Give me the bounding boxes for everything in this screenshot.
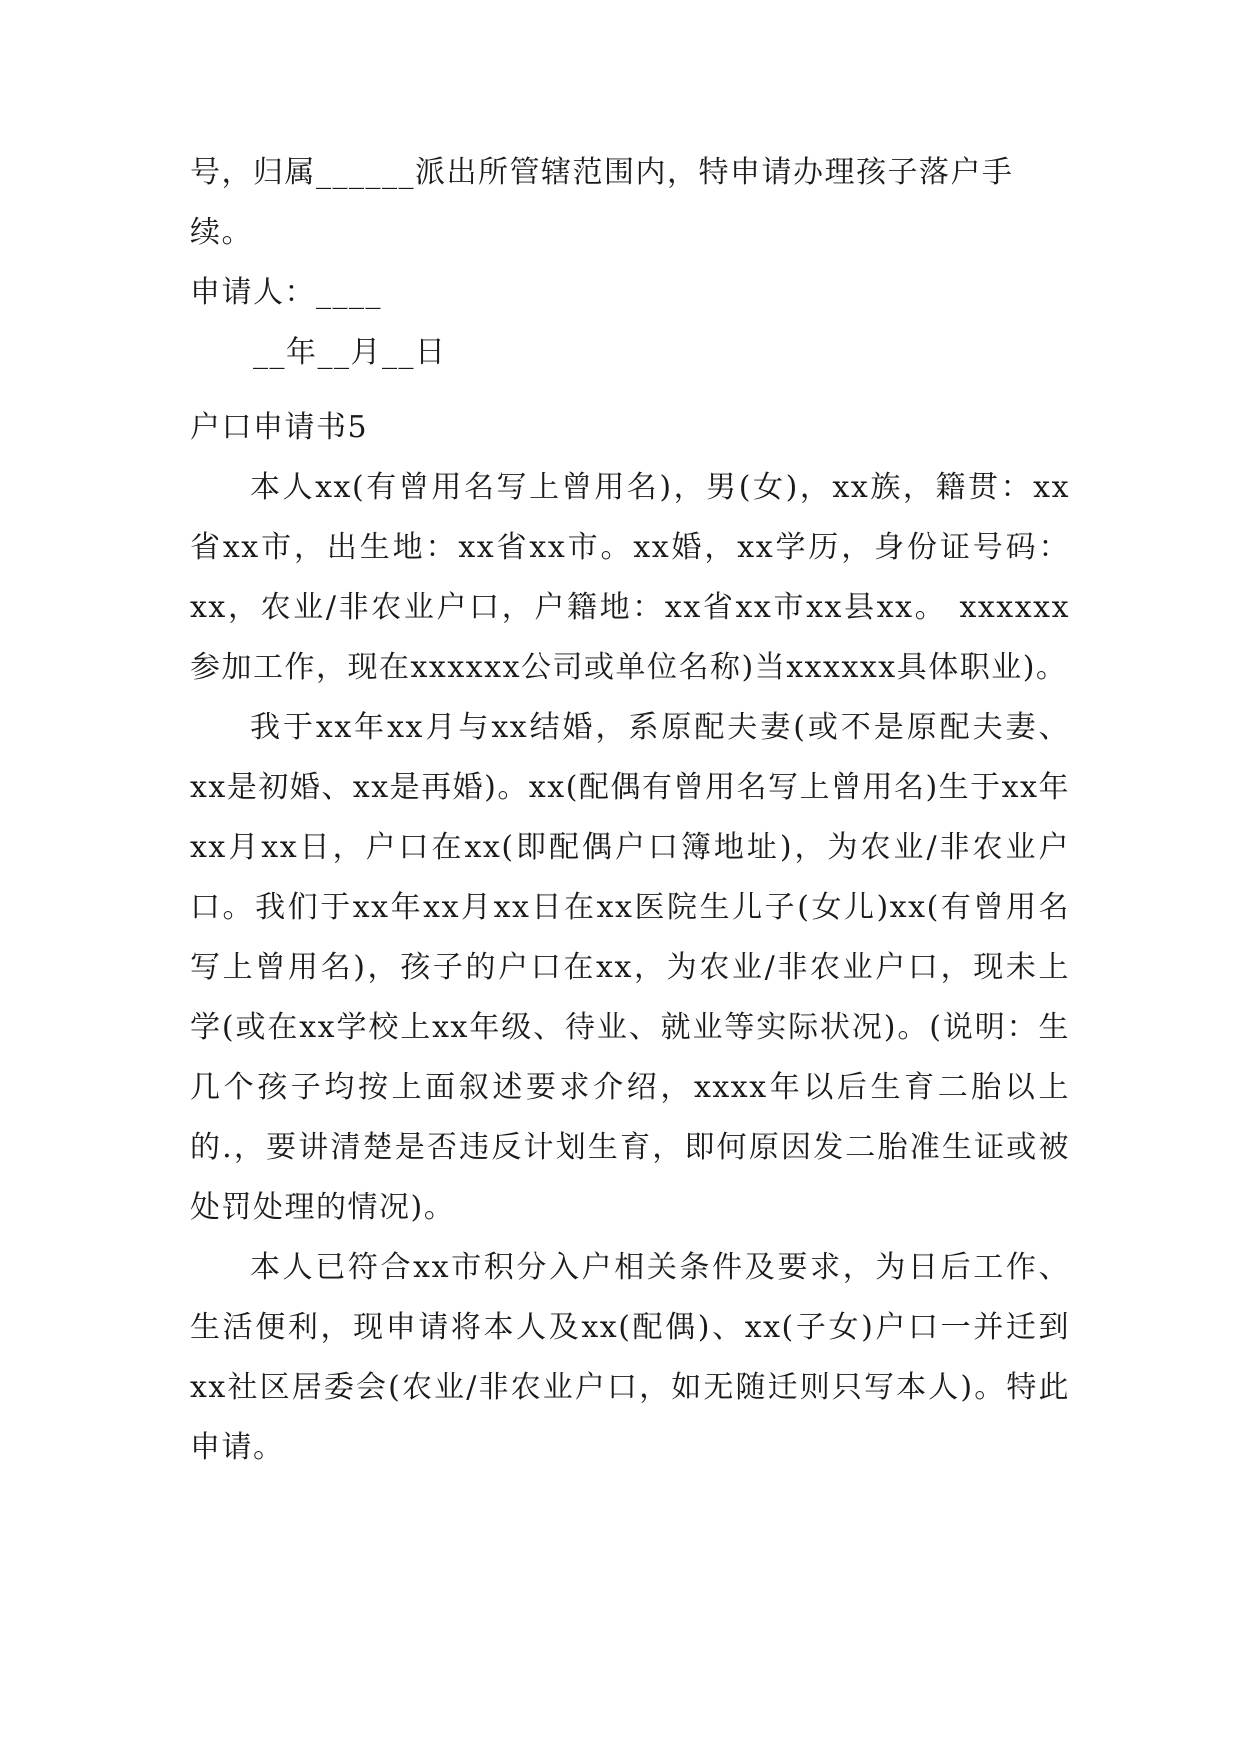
continued-text-block xyxy=(190,143,1070,383)
paragraph-personal-info: 本人xx(有曾用名写上曾用名)，男(女)，xx族，籍贯：xx省xx市，出生地：xx省xx市。xx婚，xx学历，身份证号码：xx，农业/非农业户口，户籍地：xx省xx市xx县xx。 xxxxxx参加工作，现在xxxxxx公司或单位名称)当xxxxxx具体职业)。 xyxy=(190,470,1070,685)
section-title: 户口申请书5 xyxy=(190,410,369,445)
section-block xyxy=(190,398,1070,1478)
paragraph-application: 本人已符合xx市积分入户相关条件及要求，为日后工作、生活便利，现申请将本人及xx(配偶)、xx(子女)户口一并迁到xx社区居委会(农业/非农业户口，如无随迁则只写本人)。特此申请。 xyxy=(190,1250,1070,1465)
continued-line-2: 续。 xyxy=(190,215,253,250)
applicant-signature-line: 申请人：____ xyxy=(190,275,382,310)
continued-line-1: 号，归属______派出所管辖范围内，特申请办理孩子落户手 xyxy=(190,155,1014,190)
paragraph-family-info: 我于xx年xx月与xx结婚，系原配夫妻(或不是原配夫妻、xx是初婚、xx是再婚)。xx(配偶有曾用名写上曾用名)生于xx年xx月xx日，户口在xx(即配偶户口簿地址)，为农业/非农业户口。我们于xx年xx月xx日在xx医院生儿子(女儿)xx(有曾用名写上曾用名)，孩子的户口在xx，为农业/非农业户口，现未上学(或在xx学校上xx年级、待业、就业等实际状况)。(说明：生几个孩子均按上面叙述要求介绍，xxxx年以后生育二胎以上的.，要讲清楚是否违反计划生育，即何原因发二胎准生证或被处罚处理的情况)。 xyxy=(190,710,1070,1225)
date-line: __年__月__日 xyxy=(253,335,447,370)
